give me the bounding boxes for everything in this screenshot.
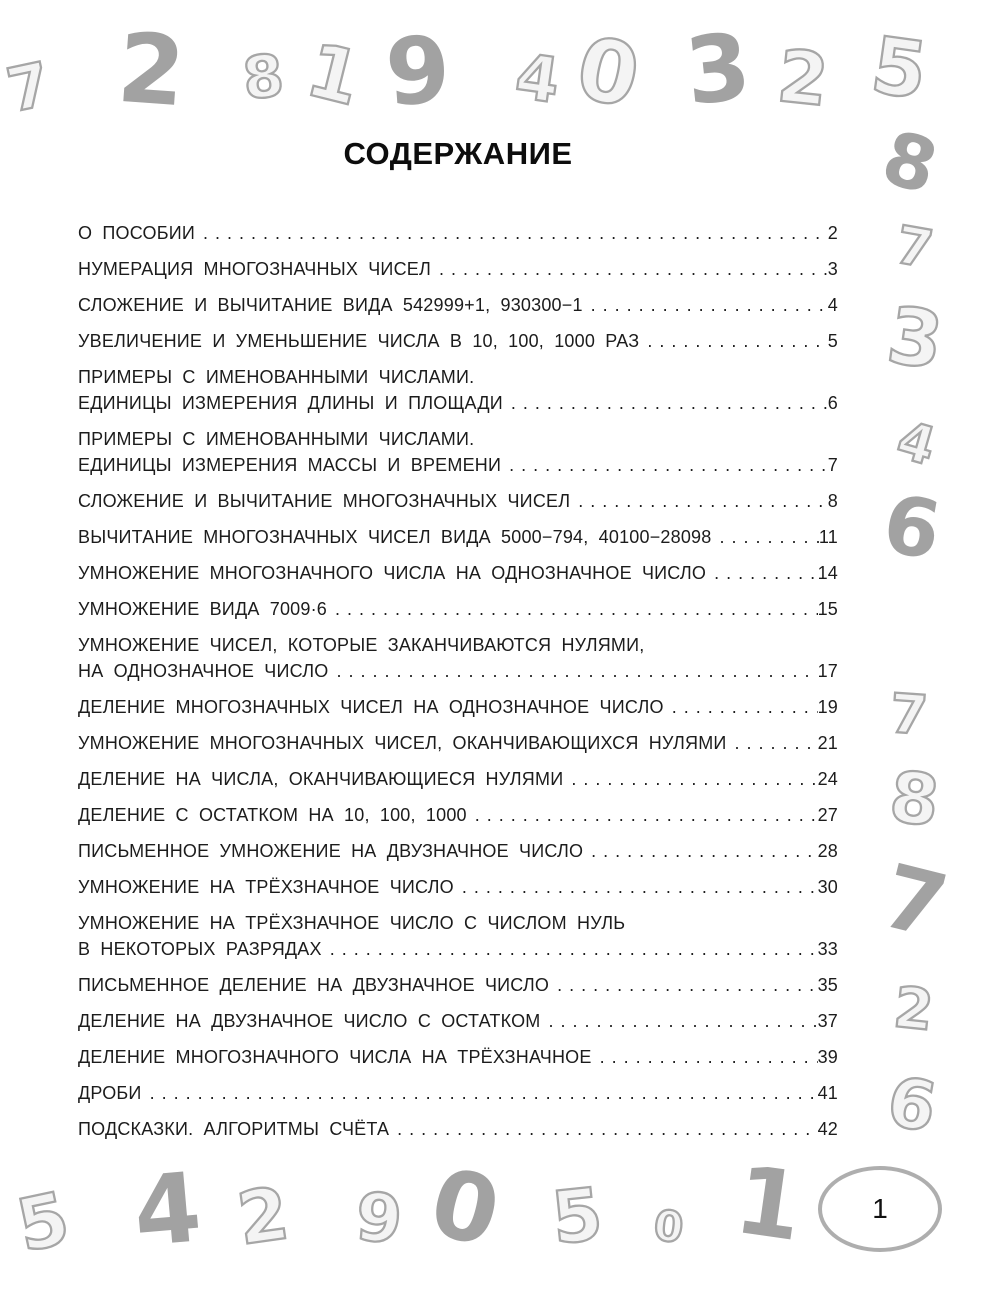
toc-dot-leader bbox=[563, 766, 817, 792]
toc-page-ref: 3 bbox=[827, 259, 838, 279]
toc-dot-leader bbox=[639, 328, 827, 354]
toc-entry-text: СЛОЖЕНИЕ И ВЫЧИТАНИЕ МНОГОЗНАЧНЫХ ЧИСЕЛ bbox=[78, 491, 571, 511]
decorative-digit: 7 bbox=[1, 49, 57, 127]
toc-entry-text: ЕДИНИЦЫ ИЗМЕРЕНИЯ МАССЫ И ВРЕМЕНИ bbox=[78, 455, 502, 475]
toc-entry bbox=[78, 524, 838, 550]
toc-list bbox=[78, 220, 838, 1152]
toc-entry-text: ПРИМЕРЫ С ИМЕНОВАННЫМИ ЧИСЛАМИ. bbox=[78, 367, 475, 387]
toc-page-ref: 39 bbox=[817, 1047, 838, 1067]
toc-entry-text: ДЕЛЕНИЕ НА ЧИСЛА, ОКАНЧИВАЮЩИЕСЯ НУЛЯМИ bbox=[78, 769, 564, 789]
toc-dot-leader bbox=[583, 292, 828, 318]
decorative-digit: 5 bbox=[866, 20, 933, 118]
decorative-digit: 1 bbox=[298, 27, 370, 123]
toc-page-ref: 21 bbox=[817, 733, 838, 753]
decorative-digit: 1 bbox=[728, 1145, 809, 1264]
toc-entry bbox=[78, 1116, 838, 1142]
toc-page-ref: 30 bbox=[817, 877, 838, 897]
toc-page-ref: 8 bbox=[827, 491, 838, 511]
toc-page-ref: 11 bbox=[818, 527, 838, 547]
decorative-digit: 3 bbox=[680, 12, 756, 127]
toc-entry bbox=[78, 972, 838, 998]
toc-entry bbox=[78, 488, 838, 514]
toc-entry bbox=[78, 1044, 838, 1070]
toc-entry-text: ДРОБИ bbox=[78, 1083, 142, 1103]
decorative-digit: 5 bbox=[547, 1171, 607, 1261]
toc-page-ref: 19 bbox=[817, 697, 838, 717]
toc-entry bbox=[78, 1080, 838, 1106]
decorative-digit: 2 bbox=[232, 1170, 294, 1262]
decorative-digit: 0 bbox=[651, 1200, 686, 1253]
toc-entry-text: УМНОЖЕНИЕ ВИДА 7009·6 bbox=[78, 599, 327, 619]
toc-entry-text: УМНОЖЕНИЕ МНОГОЗНАЧНЫХ ЧИСЕЛ, ОКАНЧИВАЮЩИХСЯ НУЛЯМИ bbox=[78, 733, 727, 753]
toc-entry-text: ЕДИНИЦЫ ИЗМЕРЕНИЯ ДЛИНЫ И ПЛОЩАДИ bbox=[78, 393, 503, 413]
toc-dot-leader bbox=[431, 256, 828, 282]
decorative-digit: 9 bbox=[352, 1178, 406, 1259]
toc-page-ref: 4 bbox=[827, 295, 838, 315]
toc-entry bbox=[78, 632, 838, 684]
toc-page-ref: 15 bbox=[817, 599, 838, 619]
contents-title: СОДЕРЖАНИЕ bbox=[343, 136, 573, 171]
decorative-digit: 0 bbox=[419, 1147, 510, 1270]
toc-page-ref: 37 bbox=[817, 1011, 838, 1031]
toc-dot-leader bbox=[327, 596, 818, 622]
toc-entry-text: ДЕЛЕНИЕ МНОГОЗНАЧНЫХ ЧИСЕЛ НА ОДНОЗНАЧНОЕ ЧИСЛО bbox=[78, 697, 664, 717]
toc-entry bbox=[78, 730, 838, 756]
toc-entry-text: УМНОЖЕНИЕ ЧИСЕЛ, КОТОРЫЕ ЗАКАНЧИВАЮТСЯ НУЛЯМИ, bbox=[78, 635, 645, 655]
toc-entry-text: В НЕКОТОРЫХ РАЗРЯДАХ bbox=[78, 939, 322, 959]
decorative-digit: 6 bbox=[876, 476, 948, 579]
toc-entry bbox=[78, 292, 838, 318]
toc-entry bbox=[78, 766, 838, 792]
decorative-digit: 6 bbox=[881, 1062, 942, 1149]
toc-dot-leader bbox=[142, 1080, 818, 1106]
toc-dot-leader bbox=[454, 874, 818, 900]
toc-dot-leader bbox=[322, 936, 818, 962]
toc-entry bbox=[78, 838, 838, 864]
toc-entry-text: НА ОДНОЗНАЧНОЕ ЧИСЛО bbox=[78, 661, 329, 681]
toc-page-ref: 27 bbox=[817, 805, 838, 825]
decorative-digit: 8 bbox=[885, 755, 943, 843]
toc-dot-leader bbox=[195, 220, 828, 246]
toc-entry bbox=[78, 874, 838, 900]
toc-entry-text: НУМЕРАЦИЯ МНОГОЗНАЧНЫХ ЧИСЕЛ bbox=[78, 259, 431, 279]
toc-entry-text: ДЕЛЕНИЕ МНОГОЗНАЧНОГО ЧИСЛА НА ТРЁХЗНАЧНОЕ bbox=[78, 1047, 592, 1067]
toc-entry-text: ПОДСКАЗКИ. АЛГОРИТМЫ СЧЁТА bbox=[78, 1119, 390, 1139]
toc-page-ref: 33 bbox=[817, 939, 838, 959]
toc-entry-text: СЛОЖЕНИЕ И ВЫЧИТАНИЕ ВИДА 542999+1, 930300−1 bbox=[78, 295, 583, 315]
toc-entry bbox=[78, 910, 838, 962]
toc-entry bbox=[78, 694, 838, 720]
toc-entry-text: ДЕЛЕНИЕ НА ДВУЗНАЧНОЕ ЧИСЛО С ОСТАТКОМ bbox=[78, 1011, 541, 1031]
toc-entry-text: ПРИМЕРЫ С ИМЕНОВАННЫМИ ЧИСЛАМИ. bbox=[78, 429, 475, 449]
toc-entry bbox=[78, 1008, 838, 1034]
toc-dot-leader bbox=[549, 972, 817, 998]
decorative-digit: 2 bbox=[114, 11, 189, 129]
toc-entry bbox=[78, 328, 838, 354]
toc-page-ref: 41 bbox=[817, 1083, 838, 1103]
toc-entry bbox=[78, 596, 838, 622]
toc-entry-text: УВЕЛИЧЕНИЕ И УМЕНЬШЕНИЕ ЧИСЛА В 10, 100, 1000 РАЗ bbox=[78, 331, 640, 351]
decorative-digit: 4 bbox=[511, 39, 565, 118]
toc-entry-text: УМНОЖЕНИЕ НА ТРЁХЗНАЧНОЕ ЧИСЛО bbox=[78, 877, 454, 897]
toc-dot-leader bbox=[711, 524, 818, 550]
toc-dot-leader bbox=[501, 452, 828, 478]
toc-dot-leader bbox=[389, 1116, 817, 1142]
decorative-digit: 4 bbox=[129, 1151, 206, 1269]
decorative-digit: 5 bbox=[9, 1175, 77, 1269]
toc-dot-leader bbox=[583, 838, 817, 864]
toc-entry bbox=[78, 256, 838, 282]
toc-dot-leader bbox=[467, 802, 818, 828]
page-number: 1 bbox=[872, 1193, 888, 1224]
decorative-digit: 8 bbox=[873, 114, 947, 212]
toc-page-ref: 42 bbox=[817, 1119, 838, 1139]
decorative-digit: 0 bbox=[568, 17, 648, 129]
decorative-digit: 7 bbox=[887, 681, 930, 748]
decorative-digit: 2 bbox=[890, 975, 937, 1044]
toc-dot-leader bbox=[570, 488, 828, 514]
toc-page-ref: 24 bbox=[817, 769, 838, 789]
toc-entry bbox=[78, 560, 838, 586]
toc-entry-text: О ПОСОБИИ bbox=[78, 223, 196, 243]
toc-page-ref: 6 bbox=[827, 393, 838, 413]
toc-entry-text: ВЫЧИТАНИЕ МНОГОЗНАЧНЫХ ЧИСЕЛ ВИДА 5000−794, 40100−28098 bbox=[78, 527, 712, 547]
toc-page-ref: 2 bbox=[827, 223, 838, 243]
toc-entry bbox=[78, 802, 838, 828]
decorative-digit: 2 bbox=[773, 33, 833, 123]
decorative-digit: 9 bbox=[382, 15, 454, 128]
decorative-digit: 3 bbox=[882, 290, 949, 388]
toc-dot-leader bbox=[541, 1008, 818, 1034]
toc-page-ref: 35 bbox=[817, 975, 838, 995]
decorative-digit: 8 bbox=[239, 41, 287, 113]
decorative-digit: 7 bbox=[891, 215, 938, 281]
toc-entry bbox=[78, 364, 838, 416]
toc-entry-text: ПИСЬМЕННОЕ ДЕЛЕНИЕ НА ДВУЗНАЧНОЕ ЧИСЛО bbox=[78, 975, 550, 995]
toc-page-ref: 5 bbox=[827, 331, 838, 351]
toc-entry-text: УМНОЖЕНИЕ НА ТРЁХЗНАЧНОЕ ЧИСЛО С ЧИСЛОМ НУЛЬ bbox=[78, 913, 626, 933]
toc-page-ref: 28 bbox=[817, 841, 838, 861]
toc-dot-leader bbox=[328, 658, 817, 684]
toc-entry-text: УМНОЖЕНИЕ МНОГОЗНАЧНОГО ЧИСЛА НА ОДНОЗНАЧНОЕ ЧИСЛО bbox=[78, 563, 707, 583]
toc-entry bbox=[78, 426, 838, 478]
toc-entry bbox=[78, 220, 838, 246]
page-number-badge bbox=[818, 1166, 942, 1252]
toc-dot-leader bbox=[727, 730, 818, 756]
toc-dot-leader bbox=[706, 560, 817, 586]
toc-dot-leader bbox=[664, 694, 818, 720]
toc-dot-leader bbox=[592, 1044, 818, 1070]
toc-entry-text: ПИСЬМЕННОЕ УМНОЖЕНИЕ НА ДВУЗНАЧНОЕ ЧИСЛО bbox=[78, 841, 584, 861]
toc-page-ref: 7 bbox=[827, 455, 838, 475]
decorative-digit: 7 bbox=[872, 844, 957, 959]
toc-page-ref: 14 bbox=[817, 563, 838, 583]
decorative-digit: 4 bbox=[890, 410, 942, 478]
toc-page-ref: 17 bbox=[817, 661, 838, 681]
toc-entry-text: ДЕЛЕНИЕ С ОСТАТКОМ НА 10, 100, 1000 bbox=[78, 805, 467, 825]
toc-dot-leader bbox=[503, 390, 828, 416]
